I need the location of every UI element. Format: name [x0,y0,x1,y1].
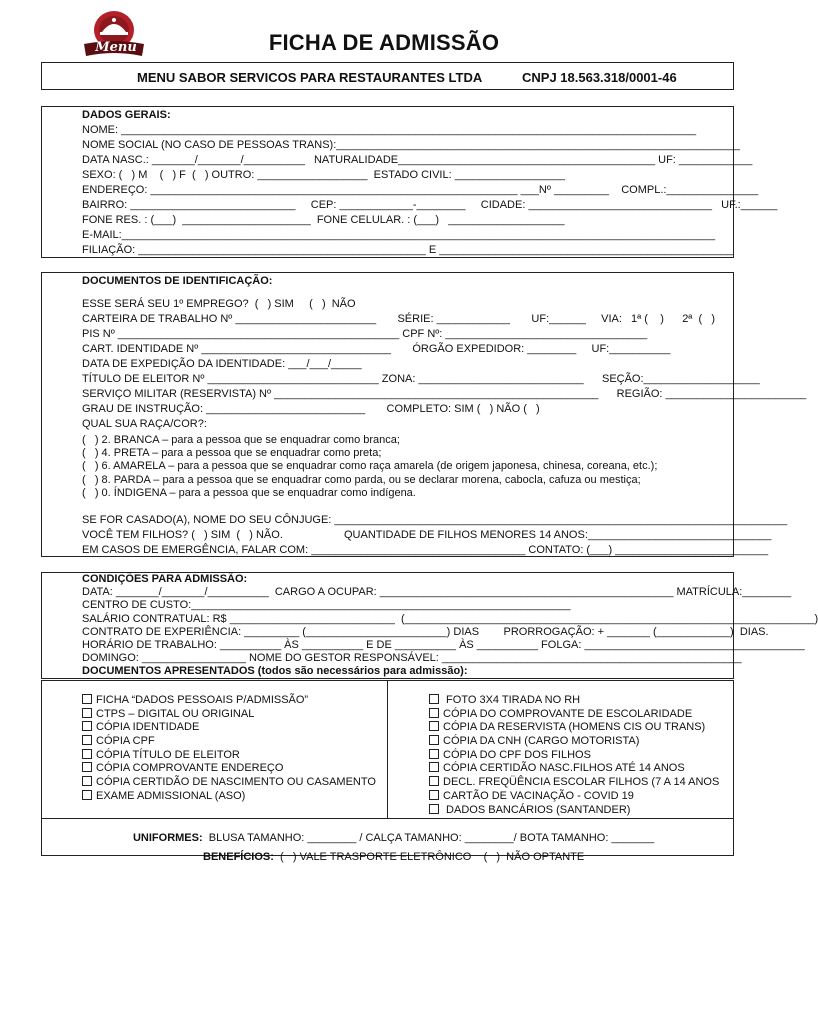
checkbox-icon[interactable] [82,708,92,718]
uniformes-text[interactable]: BLUSA TAMANHO: ________ / CALÇA TAMANHO: ________/ BOTA TAMANHO: _______ [202,832,655,844]
option-amarela[interactable]: ( ) 6. AMARELA – para a pessoa que se enquadrar como raça amarela (de origem japonesa, chinesa, coreana, etc.); [82,460,658,473]
option-indigena[interactable]: ( ) 0. ÍNDIGENA – para a pessoa que se enquadrar como indígena. [82,486,416,499]
checkbox-icon[interactable] [429,762,439,772]
check-cpf-filhos[interactable]: CÓPIA DO CPF DOS FILHOS [429,749,729,763]
checkbox-icon[interactable] [429,790,439,800]
dados-gerais-heading: DADOS GERAIS: [82,109,171,121]
field-pis-cpf[interactable]: PIS Nº ______________________________________________ CPF Nº: _________________________________ [82,328,648,340]
checkbox-icon[interactable] [429,708,439,718]
field-carteira-trabalho[interactable]: CARTEIRA DE TRABALHO Nº _______________________ SÉRIE: ____________ UF:______ VIA: 1ª ( ) 2ª ( ) [82,313,715,325]
field-data-expedicao[interactable]: DATA DE EXPEDIÇÃO DA IDENTIDADE: ___/___/_____ [82,358,362,370]
documentos-heading: DOCUMENTOS DE IDENTIFICAÇÃO: [82,275,273,287]
field-filiacao[interactable]: FILIAÇÃO: _______________________________________________ E ________________________________________________ [82,244,733,256]
checkbox-icon[interactable] [82,721,92,731]
check-ctps[interactable]: CTPS – DIGITAL OU ORIGINAL [82,708,382,722]
field-servico-militar[interactable]: SERVIÇO MILITAR (RESERVISTA) Nº _____________________________________________________ REGIÃO: _______________________ [82,388,807,400]
checkbox-icon[interactable] [82,790,92,800]
check-escolaridade[interactable]: CÓPIA DO COMPROVANTE DE ESCOLARIDADE [429,708,729,722]
check-certidao[interactable]: CÓPIA CERTIDÃO DE NASCIMENTO OU CASAMENTO [82,776,382,790]
checklist-right [429,694,729,817]
checkbox-icon[interactable] [429,776,439,786]
condicoes-heading: CONDIÇÕES PARA ADMISSÃO: [82,573,248,585]
option-preta[interactable]: ( ) 4. PRETA – para a pessoa que se enquadrar como preta; [82,447,382,460]
option-parda[interactable]: ( ) 8. PARDA – para a pessoa que se enquadrar como parda, ou se declarar morena, cabocla, cafuza ou mestiça; [82,473,641,486]
field-contrato-experiencia[interactable]: CONTRATO DE EXPERIÊNCIA: _________ (_______________________) DIAS PRORROGAÇÃO: + _______ (____________) DIAS. [82,625,769,638]
documentos-section [41,272,807,557]
checkbox-icon[interactable] [82,762,92,772]
docs-apresentados-heading: DOCUMENTOS APRESENTADOS (todos são necessários para admissão): [82,665,468,678]
check-comprovante-endereco[interactable]: CÓPIA COMPROVANTE ENDEREÇO [82,762,382,776]
checkbox-icon[interactable] [82,694,92,704]
check-foto-3x4[interactable]: FOTO 3X4 TIRADA NO RH [429,694,729,708]
field-endereco[interactable]: ENDEREÇO: ____________________________________________________________ ___Nº _________ COMPL.:_______________ [82,184,759,196]
check-cpf[interactable]: CÓPIA CPF [82,735,382,749]
checkbox-icon[interactable] [429,735,439,745]
checkbox-icon[interactable] [82,735,92,745]
company-name: MENU SABOR SERVICOS PARA RESTAURANTES LTDA [137,70,483,85]
field-data-cargo[interactable]: DATA: _______/_______/__________ CARGO A OCUPAR: ________________________________________________ MATRÍCULA:________ [82,586,792,599]
field-nome-social[interactable]: NOME SOCIAL (NO CASO DE PESSOAS TRANS):__________________________________________________________________ [82,139,741,151]
checkbox-icon[interactable] [429,721,439,731]
option-branca[interactable]: ( ) 2. BRANCA – para a pessoa que se enquadrar como branca; [82,434,400,446]
page-title: FICHA DE ADMISSÃO [268,30,500,55]
checklist-left [82,694,382,804]
checkbox-icon[interactable] [429,804,439,814]
field-bairro[interactable]: BAIRRO: ___________________________ CEP: ____________-________ CIDADE: ______________________________ UF.:______ [82,199,778,211]
check-certidao-filhos[interactable]: CÓPIA CERTIDÃO NASC.FILHOS ATÉ 14 ANOS [429,762,729,776]
check-cartao-vacinacao[interactable]: CARTÃO DE VACINAÇÃO - COVID 19 [429,790,729,804]
beneficios-label: BENEFÍCIOS: [203,851,274,863]
logo-text: Menu [95,40,137,55]
checkbox-icon[interactable] [429,694,439,704]
field-primeiro-emprego[interactable]: ESSE SERÁ SEU 1º EMPREGO? ( ) SIM ( ) NÃO [82,298,356,310]
check-titulo-eleitor[interactable]: CÓPIA TÍTULO DE ELEITOR [82,749,382,763]
field-fone[interactable]: FONE RES. : (___) _____________________ FONE CELULAR. : (___) ___________________ [82,214,565,226]
field-conjuge[interactable]: SE FOR CASADO(A), NOME DO SEU CÔNJUGE: __________________________________________________________________________ [82,513,788,526]
company-cnpj: CNPJ 18.563.318/0001-46 [522,70,677,85]
condicoes-section [41,572,818,679]
dados-gerais-section [41,106,778,258]
checkbox-icon[interactable] [82,776,92,786]
field-emergencia[interactable]: EM CASOS DE EMERGÊNCIA, FALAR COM: ___________________________________ CONTATO: (___) _________________________ [82,543,769,556]
check-exame-admissional[interactable]: EXAME ADMISSIONAL (ASO) [82,790,382,804]
check-dados-bancarios[interactable]: DADOS BANCÁRIOS (SANTANDER) [429,804,729,818]
beneficios-text[interactable]: ( ) VALE TRASPORTE ELETRÔNICO ( ) NÃO OPTANTE [273,851,585,863]
field-horario-trabalho[interactable]: HORÁRIO DE TRABALHO: __________ ÀS __________ E DE __________ ÀS __________ FOLGA: ____________________________________ [82,638,805,651]
checkbox-icon[interactable] [82,749,92,759]
check-cnh[interactable]: CÓPIA DA CNH (CARGO MOTORISTA) [429,735,729,749]
company-box [41,62,734,90]
field-identidade[interactable]: CART. IDENTIDADE Nº _______________________________ ÓRGÃO EXPEDIDOR: ________ UF:__________ [82,343,671,355]
beneficios-line[interactable] [42,839,733,863]
field-data-nasc[interactable]: DATA NASC.: _______/_______/__________ NATURALIDADE__________________________________________ UF: ____________ [82,154,753,166]
uniformes-line[interactable] [42,820,733,844]
check-identidade[interactable]: CÓPIA IDENTIDADE [82,721,382,735]
checkbox-icon[interactable] [429,749,439,759]
field-domingo-gestor[interactable]: DOMINGO: _________________ NOME DO GESTOR RESPONSÁVEL: _________________________________________________ [82,652,742,665]
field-sexo[interactable]: SEXO: ( ) M ( ) F ( ) OUTRO: __________________ ESTADO CIVIL: __________________ [82,169,565,181]
field-titulo-eleitor[interactable]: TÍTULO DE ELEITOR Nº ____________________________ ZONA: ___________________________ SEÇÃO:___________________ [82,373,760,385]
check-reservista[interactable]: CÓPIA DA RESERVISTA (HOMENS CIS OU TRANS) [429,721,729,735]
field-salario[interactable]: SALÁRIO CONTRATUAL: R$ ___________________________ (___________________________________________________________________) [82,612,818,625]
field-nome[interactable]: NOME: ______________________________________________________________________________________________ [82,124,697,136]
field-filhos[interactable]: VOCÊ TEM FILHOS? ( ) SIM ( ) NÃO. QUANTIDADE DE FILHOS MENORES 14 ANOS:______________________________ [82,528,772,541]
check-frequencia-escolar[interactable]: DECL. FREQÜÊNCIA ESCOLAR FILHOS (7 A 14 ANOS [429,776,729,790]
field-grau-instrucao[interactable]: GRAU DE INSTRUÇÃO: __________________________ COMPLETO: SIM ( ) NÃO ( ) [82,403,540,415]
field-email[interactable]: E-MAIL:_________________________________________________________________________________________________ [82,229,716,241]
field-centro-custo[interactable]: CENTRO DE CUSTO:______________________________________________________________ [82,599,571,612]
uniformes-label: UNIFORMES: [132,832,203,844]
check-ficha-dados[interactable]: FICHA “DADOS PESSOAIS P/ADMISSÃO” [82,694,382,708]
field-raca-cor: QUAL SUA RAÇA/COR?: [82,418,207,430]
footer-box [41,818,734,863]
